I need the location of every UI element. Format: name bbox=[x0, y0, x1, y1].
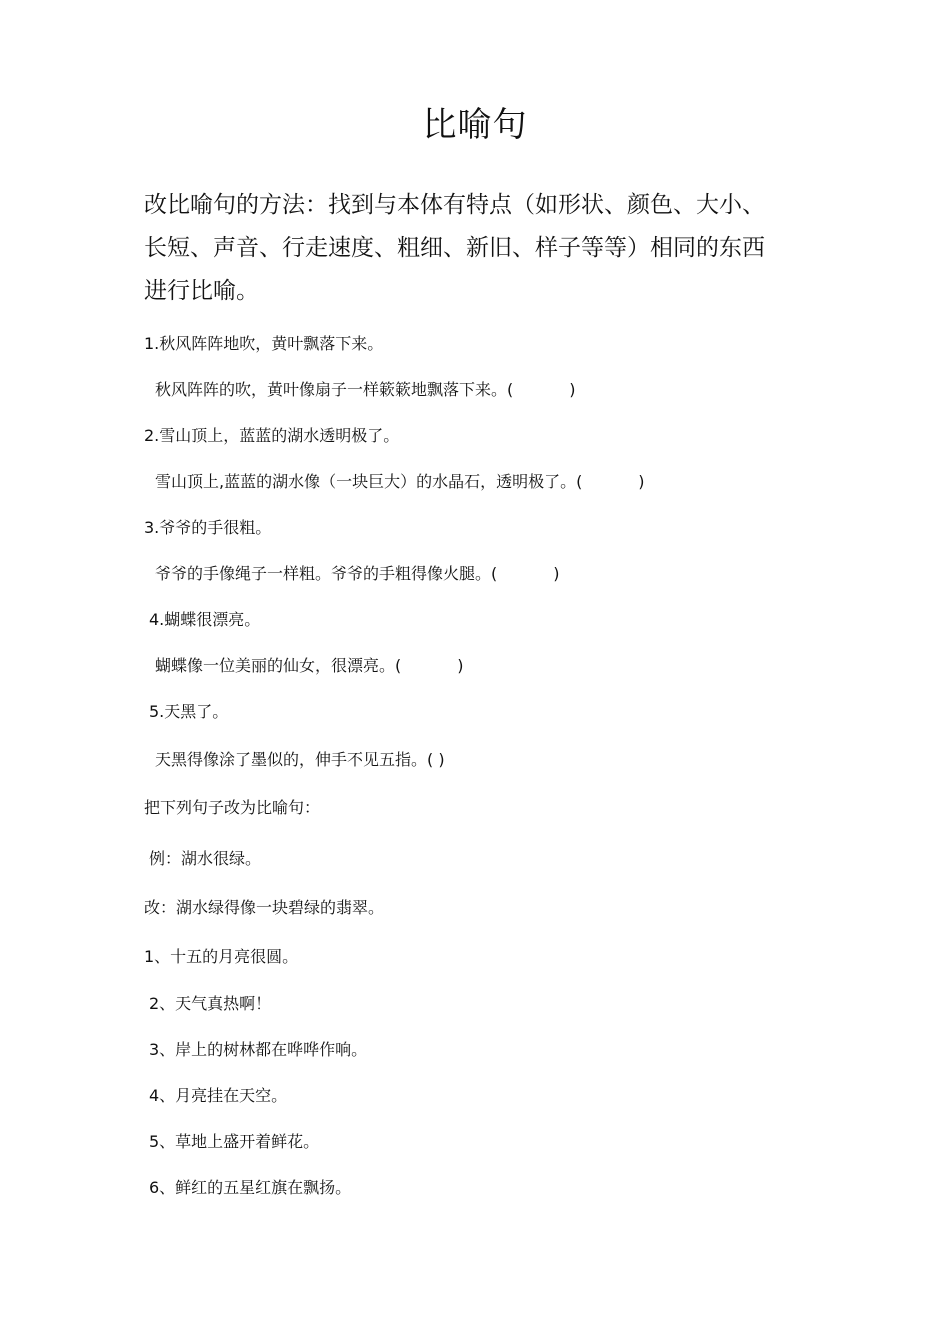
page-title: 比喻句 bbox=[422, 105, 528, 145]
question-answer: 秋风阵阵的吹，黄叶像扇子一样簌簌地飘落下来。( ) bbox=[155, 380, 576, 399]
question-answer: 蝴蝶像一位美丽的仙女，很漂亮。( ) bbox=[155, 656, 464, 675]
intro-line: 进行比喻。 bbox=[144, 278, 259, 304]
exercise-item: 6、鲜红的五星红旗在飘扬。 bbox=[149, 1178, 352, 1197]
exercise-item: 2、天气真热啊！ bbox=[149, 994, 272, 1013]
question-prompt: 5.天黑了。 bbox=[149, 702, 229, 721]
example-rewrite: 改：湖水绿得像一块碧绿的翡翠。 bbox=[144, 898, 385, 917]
intro-line: 改比喻句的方法：找到与本体有特点（如形状、颜色、大小、 bbox=[144, 192, 765, 218]
question-answer: 雪山顶上,蓝蓝的湖水像（一块巨大）的水晶石，透明极了。( ) bbox=[155, 472, 645, 491]
intro-line: 长短、声音、行走速度、粗细、新旧、样子等等）相同的东西 bbox=[144, 235, 765, 261]
question-prompt: 4.蝴蝶很漂亮。 bbox=[149, 610, 261, 629]
question-answer: 爷爷的手像绳子一样粗。爷爷的手粗得像火腿。( ) bbox=[155, 564, 560, 583]
exercise-item: 5、草地上盛开着鲜花。 bbox=[149, 1132, 320, 1151]
method-intro bbox=[144, 184, 804, 313]
question-prompt: 3.爷爷的手很粗。 bbox=[144, 518, 272, 537]
example-label: 例：湖水很绿。 bbox=[149, 849, 262, 868]
question-prompt: 1.秋风阵阵地吹，黄叶飘落下来。 bbox=[144, 334, 384, 353]
exercise-item: 4、月亮挂在天空。 bbox=[149, 1086, 288, 1105]
rewrite-heading: 把下列句子改为比喻句： bbox=[144, 798, 321, 817]
question-answer: 天黑得像涂了墨似的，伸手不见五指。( ) bbox=[155, 750, 445, 769]
exercise-item: 3、岸上的树林都在哗哗作响。 bbox=[149, 1040, 368, 1059]
question-prompt: 2.雪山顶上，蓝蓝的湖水透明极了。 bbox=[144, 426, 400, 445]
exercise-item: 1、十五的月亮很圆。 bbox=[144, 947, 299, 966]
